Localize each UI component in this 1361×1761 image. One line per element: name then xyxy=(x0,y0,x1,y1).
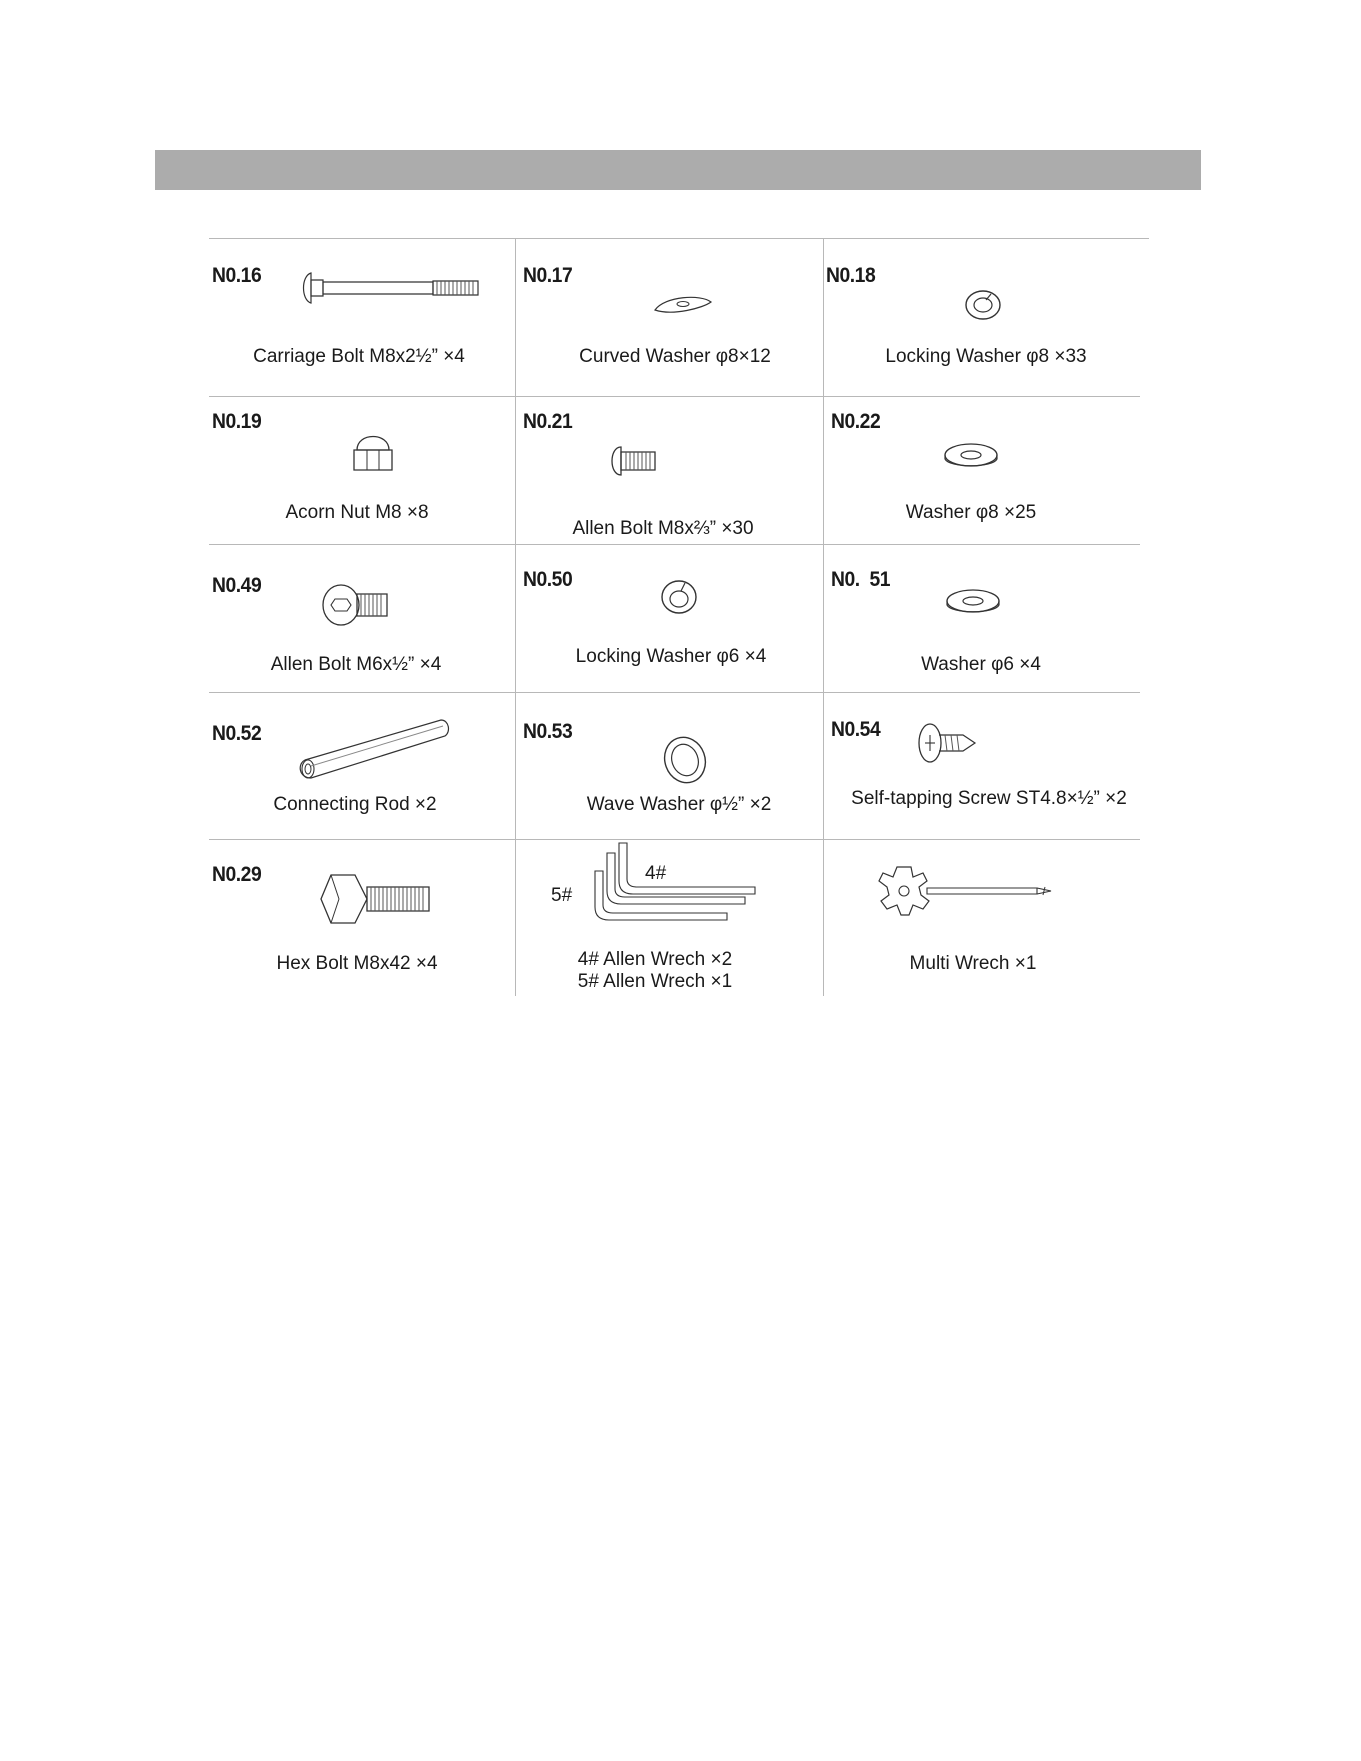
part-number: N0.53 xyxy=(523,720,573,743)
allen-bolt-icon xyxy=(607,444,659,478)
part-cell-n019 xyxy=(209,396,515,544)
part-number: N0.54 xyxy=(831,718,881,741)
part-cell-n022 xyxy=(823,396,1140,544)
part-label-line2: 5# Allen Wrech ×1 xyxy=(577,971,733,992)
part-cell-n017 xyxy=(515,238,823,396)
wave-washer-icon xyxy=(661,734,709,786)
part-label: Carriage Bolt M8x2½” ×4 xyxy=(253,346,465,367)
wrench-label-4: 4# xyxy=(645,863,667,884)
self-tapping-screw-icon xyxy=(917,720,979,766)
part-cell-n053 xyxy=(515,692,823,839)
allen-wrench-icon xyxy=(551,841,757,941)
part-cell-n051 xyxy=(823,544,1140,692)
flat-washer-icon xyxy=(943,440,999,474)
flat-washer-small-icon xyxy=(945,586,1001,620)
part-cell-allen-wrench xyxy=(515,839,823,996)
multi-wrench-icon xyxy=(875,863,1055,919)
part-number: N0.29 xyxy=(212,863,262,886)
part-number: N0.52 xyxy=(212,722,262,745)
part-label: Locking Washer φ6 ×4 xyxy=(575,646,767,667)
allen-bolt-m6-icon xyxy=(321,582,391,628)
part-label: Allen Bolt M6x½” ×4 xyxy=(270,654,442,675)
part-cell-n021 xyxy=(515,396,823,544)
part-cell-n016 xyxy=(209,238,515,396)
part-cell-n029 xyxy=(209,839,515,996)
part-number: N0.21 xyxy=(523,410,573,433)
connecting-rod-icon xyxy=(297,716,451,782)
part-number: N0.17 xyxy=(523,264,573,287)
part-label: Self-tapping Screw ST4.8×½” ×2 xyxy=(851,788,1127,809)
part-label: Washer φ8 ×25 xyxy=(905,502,1037,523)
curved-washer-icon xyxy=(653,294,713,316)
part-label xyxy=(578,949,732,993)
locking-washer-small-icon xyxy=(659,578,699,616)
part-cell-n052 xyxy=(209,692,515,839)
part-label: Connecting Rod ×2 xyxy=(273,794,437,815)
part-label: Acorn Nut M8 ×8 xyxy=(285,502,429,523)
hardware-parts-grid xyxy=(209,238,1149,996)
part-number: N0.50 xyxy=(523,568,573,591)
hex-bolt-icon xyxy=(319,873,435,925)
part-number: N0.19 xyxy=(212,410,262,433)
section-header-bar xyxy=(155,150,1201,190)
part-label: Wave Washer φ½” ×2 xyxy=(586,794,772,815)
part-cell-multi-wrench xyxy=(823,839,1140,996)
locking-washer-icon xyxy=(963,288,1003,322)
acorn-nut-icon xyxy=(351,428,395,474)
part-label: Allen Bolt M8x⅔” ×30 xyxy=(572,518,754,539)
wrench-label-5: 5# xyxy=(551,885,573,906)
part-label: Hex Bolt M8x42 ×4 xyxy=(276,953,438,974)
part-cell-n049 xyxy=(209,544,515,692)
part-label: Multi Wrech ×1 xyxy=(909,953,1037,974)
part-cell-n054 xyxy=(823,692,1149,839)
part-label: Locking Washer φ8 ×33 xyxy=(885,346,1087,367)
part-label: Washer φ6 ×4 xyxy=(921,654,1041,675)
carriage-bolt-icon xyxy=(299,268,484,308)
part-label: Curved Washer φ8×12 xyxy=(579,346,771,367)
part-number: N0.16 xyxy=(212,264,262,287)
part-number: N0.18 xyxy=(826,264,876,287)
part-number: N0.22 xyxy=(831,410,881,433)
part-cell-n018 xyxy=(823,238,1149,396)
part-cell-n050 xyxy=(515,544,823,692)
part-number: N0. 51 xyxy=(831,568,891,591)
part-number: N0.49 xyxy=(212,574,262,597)
part-label-line1: 4# Allen Wrech ×2 xyxy=(577,949,733,970)
